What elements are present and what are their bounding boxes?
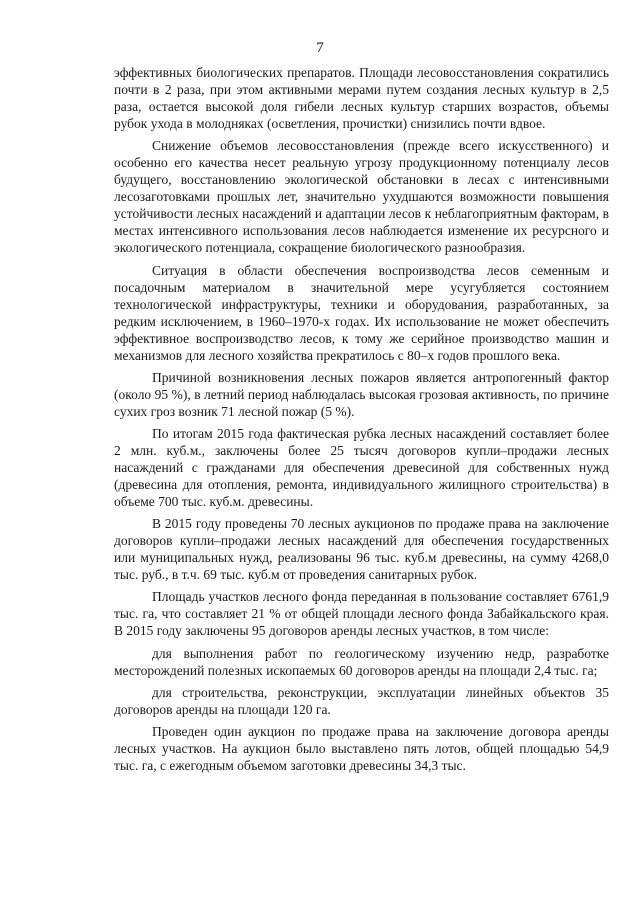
paragraph-auctions-2015: В 2015 году проведены 70 лесных аукционов по продаже права на заключение договоров купли–продажи лесных насаждений для обеспечения государственных или муниципальных нужд, реализованы 96 тыс. куб.м древесины, на сумму 4268,0 тыс. руб., в т.ч. 69 тыс. куб.м от проведения санитарных рубок. xyxy=(114,516,609,583)
paragraph-continuation: эффективных биологических препаратов. Площади лесовосстановления сократились почти в 2 раза, при этом активными мерами путем создания лесных культур в 2,5 раза, остается высокой доля гибели лесных культур старших возрастов, объемы рубок ухода в молодняках (осветления, прочистки) снизились почти вдвое. xyxy=(114,65,609,132)
paragraph-forest-fires: Причиной возникновения лесных пожаров является антропогенный фактор (около 95 %), в летний период наблюдалась высокая грозовая активность, по причине сухих гроз возник 71 лесной пожар (5 %). xyxy=(114,369,609,419)
paragraph-leased-area: Площадь участков лесного фонда переданная в пользование составляет 6761,9 тыс. га, что составляет 21 % от общей площади лесного фонда Забайкальского края. В 2015 году заключены 95 договоров аренды лесных участков, в том числе: xyxy=(114,589,609,639)
list-item-geology: для выполнения работ по геологическому изучению недр, разработке месторождений полезных ископаемых 60 договоров аренды на площади 2,4 тыс. га; xyxy=(114,645,609,678)
document-body xyxy=(114,64,609,779)
page-number: 7 xyxy=(316,40,324,56)
list-item-construction: для строительства, реконструкции, эксплуатации линейных объектов 35 договоров аренды на площади 120 га. xyxy=(114,684,609,717)
paragraph-seed-material: Ситуация в области обеспечения воспроизводства лесов семенным и посадочным материалом в значительной мере усугубляется состоянием технологической инфраструктуры, техники и оборудования, разработанных, за редким исключением, в 1960–1970-х годах. Их использование не может обеспечить эффективное воспроизводство лесов, к тому же серийное производство машин и механизмов для лесного хозяйства прекратилось с 80–х годов прошлого века. xyxy=(114,262,609,363)
paragraph-reforestation-decline: Снижение объемов лесовосстановления (прежде всего искусственного) и особенно его качества несет реальную угрозу продукционному потенциалу лесов будущего, восстановлению экологической обстановки в лесах с интенсивными лесозаготовками прошлых лет, значительно ухудшаются возможности повышения устойчивости лесных насаждений и адаптации лесов к неблагоприятным факторам, в местах интенсивного использования лесов наблюдается изменение их ресурсного и экологического потенциала, сокращение биологического разнообразия. xyxy=(114,138,609,256)
paragraph-lease-auction: Проведен один аукцион по продаже права на заключение договора аренды лесных участков. На аукцион было выставлено пять лотов, общей площадью 54,9 тыс. га, с ежегодным объемом заготовки древесины 34,3 тыс. xyxy=(114,723,609,773)
paragraph-logging-2015: По итогам 2015 года фактическая рубка лесных насаждений составляет более 2 млн. куб.м., заключены более 25 тысяч договоров купли–продажи лесных насаждений с гражданами для обеспечения древесиной для собственных нужд (древесина для отопления, ремонта, индивидуального жилищного строительства) в объеме 700 тыс. куб.м. древесины. xyxy=(114,425,609,510)
